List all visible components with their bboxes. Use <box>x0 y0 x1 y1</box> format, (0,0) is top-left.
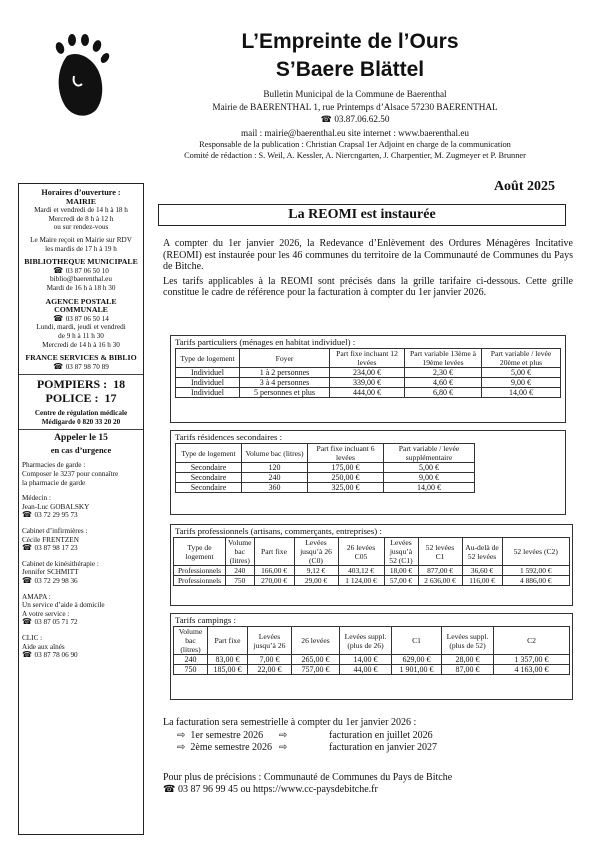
table-header: Volume bac (litres) <box>174 627 208 655</box>
table-header: Levées suppl. (plus de 52) <box>442 627 494 655</box>
more-info <box>163 772 573 796</box>
police-number: POLICE : 17 <box>45 391 117 406</box>
post-office-phone: ☎ 03 87 06 50 14 <box>53 313 109 323</box>
table-header: C2 <box>494 627 570 655</box>
table-header: Levées jusqu’à 52 (C1) <box>384 538 418 566</box>
opening-hours-title: Horaires d’ouverture : <box>41 188 121 197</box>
nurse-title: Cabinet d’infirmières : <box>22 527 88 536</box>
table-cell: 7,00 € <box>248 655 292 665</box>
table-cell: 29,00 € <box>294 576 338 586</box>
table-cell: 9,12 € <box>294 566 338 576</box>
table-cell: 360 <box>242 483 308 493</box>
table-cell: 1 592,00 € <box>502 566 570 576</box>
table-cell: 4 886,00 € <box>502 576 570 586</box>
table-cell: 4 163,00 € <box>494 665 570 675</box>
clic-phone: ☎ 03 87 78 06 90 <box>22 650 78 660</box>
table-row <box>176 463 475 473</box>
mairie-note-2: les mardis de 17 h à 19 h <box>45 244 117 253</box>
table-cell: 83,00 € <box>208 655 248 665</box>
table-header: Type de logement <box>176 444 242 463</box>
mairie-note-1: Le Maire reçoit en Mairie sur RDV <box>30 235 132 244</box>
clic-line: Aide aux aînés <box>22 642 65 651</box>
table-cell: 166,00 € <box>254 566 294 576</box>
nurse-name: Cécile FRENTZEN <box>22 535 79 544</box>
france-services-phone: ☎ 03 87 98 70 89 <box>53 361 109 371</box>
table-cell: Professionnels <box>174 566 226 576</box>
table-cell: 175,00 € <box>308 463 384 473</box>
table-header: Type de logement <box>176 349 240 368</box>
table-header: Type de logement <box>174 538 226 566</box>
table-cell: 403,12 € <box>338 566 384 576</box>
emergency-15-line2: en cas d’urgence <box>50 445 112 456</box>
table-cell: Individuel <box>176 388 240 398</box>
post-office-hours-3: Mercredi de 14 h à 16 h 30 <box>42 340 120 349</box>
article-body <box>163 238 573 302</box>
billing-period: ⇨ 1er semestre 2026 <box>177 729 264 741</box>
secondary-rates-caption: Tarifs résidences secondaires : <box>175 432 283 442</box>
table-header: Volume bac (litres) <box>242 444 308 463</box>
billing-schedule <box>163 717 573 755</box>
table-header: Part fixe incluant 6 levées <box>308 444 384 463</box>
amapa-line1: Un service d’aide à domicile <box>22 601 105 610</box>
bear-paw-icon <box>52 34 110 122</box>
table-cell: 444,00 € <box>330 388 405 398</box>
billing-row <box>163 742 573 755</box>
post-office-hours-1: Lundi, mardi, jeudi et vendredi <box>36 323 126 332</box>
phone-icon: ☎ <box>53 265 66 275</box>
table-cell: 14,00 € <box>340 655 392 665</box>
medical-center-title: Centre de régulation médicale <box>34 409 128 418</box>
article-paragraph-1: A compter du 1er janvier 2026, la Redevance d’Enlèvement des Ordures Ménagères Incitative (REOMI) est instaurée pour les 46 communes du territoire de la Communauté de Communes du Pays de Bitche. <box>163 238 573 273</box>
table-header: 26 levées <box>292 627 340 655</box>
table-header: Levées suppl. (plus de 26) <box>340 627 392 655</box>
table-header: Levées jusqu’à 26 (C0) <box>294 538 338 566</box>
table-cell: 5 personnes et plus <box>240 388 330 398</box>
table-cell: 234,00 € <box>330 368 405 378</box>
pharmacy-line3: la pharmacie de garde <box>22 478 86 487</box>
pharmacy-line2: Composer le 3237 pour connaître <box>22 470 119 479</box>
phone-icon: ☎ <box>22 650 35 660</box>
firefighters-number: POMPIERS : 18 <box>36 377 126 392</box>
table-cell: Secondaire <box>176 473 242 483</box>
table-cell: 28,00 € <box>442 655 494 665</box>
table-cell: 339,00 € <box>330 378 405 388</box>
table-row <box>174 655 570 665</box>
phone-icon: ☎ <box>320 114 335 124</box>
town-hall-phone: ☎ 03.87.06.62.50 <box>320 114 390 124</box>
billing-period: ⇨ 2ème semestre 2026 <box>177 742 273 753</box>
table-cell: 240 <box>226 566 255 576</box>
table-header-row <box>174 627 570 655</box>
table-row <box>176 368 561 378</box>
amapa-line2: A votre service : <box>22 609 70 618</box>
table-header: Volume bac (litres) <box>226 538 255 566</box>
table-cell: 9,00 € <box>482 378 561 388</box>
table-header: Part fixe <box>208 627 248 655</box>
physio-name: Jennifer SCHMITT <box>22 568 79 577</box>
table-cell: 185,00 € <box>208 665 248 675</box>
table-cell: 250,00 € <box>308 473 384 483</box>
table-header: Part variable / levée supplémentaire <box>384 444 475 463</box>
table-cell: 750 <box>226 576 255 586</box>
editorial-committee: Comité de rédaction : S. Weil, A. Kessler, A. Niercngarten, J. Charpentier, M. Zugmeyer et P. Brunner <box>184 151 526 160</box>
private-rates-table <box>175 348 561 398</box>
mairie-title: MAIRIE <box>66 196 96 206</box>
table-cell: 240 <box>174 655 208 665</box>
library-mail: biblio@baerenthal.eu <box>50 275 112 284</box>
table-cell: 629,00 € <box>392 655 442 665</box>
france-services-title: FRANCE SERVICES & BIBLIO <box>25 353 137 363</box>
billing-intro: La facturation sera semestrielle à compter du 1er janvier 2026 : <box>163 717 417 728</box>
table-cell: 5,00 € <box>482 368 561 378</box>
table-cell: 57,00 € <box>384 576 418 586</box>
table-cell: 1 357,00 € <box>494 655 570 665</box>
table-cell: 14,00 € <box>482 388 561 398</box>
arrow-right-icon: ⇨ <box>279 742 288 753</box>
bulletin-description: Bulletin Municipal de la Commune de Baerenthal <box>263 89 447 99</box>
table-header: Part variable 13ème à 19ème levées <box>405 349 482 368</box>
table-cell: 1 901,00 € <box>392 665 442 675</box>
table-header: 52 levées C1 <box>418 538 462 566</box>
table-header-row <box>176 349 561 368</box>
table-cell: 270,00 € <box>254 576 294 586</box>
camping-rates-box <box>170 613 573 700</box>
billing-row <box>163 730 573 743</box>
table-header: 52 levées (C2) <box>502 538 570 566</box>
library-title: BIBLIOTHEQUE MUNICIPALE <box>24 257 138 267</box>
table-cell: 325,00 € <box>308 483 384 493</box>
bulletin-subtitle-alsatian: S’Baere Blättel <box>275 58 425 81</box>
phone-icon: ☎ <box>22 617 35 627</box>
table-row <box>176 388 561 398</box>
table-row <box>176 378 561 388</box>
table-cell: Secondaire <box>176 483 242 493</box>
table-header: Part fixe <box>254 538 294 566</box>
secondary-rates-box <box>170 430 566 515</box>
table-cell: 240 <box>242 473 308 483</box>
table-row <box>176 473 475 483</box>
article-paragraph-2: Les tarifs applicables à la REOMI sont précisés dans la grille tarifaire ci-dessous. Cette grille constitue le cadre de référence pour la facturation à compter du 1er janvier 2026. <box>163 275 573 299</box>
table-header: 26 levées C05 <box>338 538 384 566</box>
table-header: Part variable / levée 20ème et plus <box>482 349 561 368</box>
article-title: La REOMI est instaurée <box>158 204 566 226</box>
phone-icon: ☎ <box>53 313 66 323</box>
table-cell: 877,00 € <box>418 566 462 576</box>
table-cell: 116,00 € <box>462 576 502 586</box>
more-info-line: Pour plus de précisions : Communauté de Communes du Pays de Bitche <box>163 772 453 783</box>
sidebar-practical-info <box>18 183 144 835</box>
amapa-phone: ☎ 03 87 05 71 72 <box>22 617 78 627</box>
table-cell: 87,00 € <box>442 665 494 675</box>
clic-title: CLIC : <box>22 633 43 642</box>
physio-phone: ☎ 03 72 29 98 36 <box>22 576 78 585</box>
doctor-title: Médecin : <box>22 494 51 503</box>
table-cell: 2,30 € <box>405 368 482 378</box>
table-header: C1 <box>392 627 442 655</box>
emergency-15-line1: Appeler le 15 <box>54 433 108 444</box>
billing-detail: facturation en juillet 2026 <box>329 729 433 741</box>
table-header: Au-delà de 52 levées <box>462 538 502 566</box>
issue-date: Août 2025 <box>493 179 555 194</box>
bulletin-title: L’Empreinte de l’Ours <box>241 30 459 53</box>
table-header-row <box>174 538 570 566</box>
table-row <box>174 576 570 586</box>
phone-icon: ☎ <box>22 543 35 553</box>
physio-title: Cabinet de kinésithérapie : <box>22 559 99 568</box>
table-cell: 36,60 € <box>462 566 502 576</box>
table-cell: 14,00 € <box>384 483 475 493</box>
table-cell: 22,00 € <box>248 665 292 675</box>
library-hours: Mardi de 16 h à 18 h 30 <box>46 283 116 292</box>
table-cell: Professionnels <box>174 576 226 586</box>
professional-rates-table <box>173 537 570 586</box>
table-cell: Secondaire <box>176 463 242 473</box>
contact-line: mail : mairie@baerenthal.eu site internet : www.baerenthal.eu <box>240 128 470 138</box>
phone-icon: ☎ <box>22 576 35 585</box>
professional-rates-caption: Tarifs professionnels (artisans, commerçants, entreprises) : <box>175 526 382 536</box>
phone-icon: ☎ <box>53 361 66 371</box>
table-header: Part fixe incluant 12 levées <box>330 349 405 368</box>
mairie-hours-2: Mercredi de 8 h à 12 h <box>48 214 114 223</box>
private-rates-caption: Tarifs particuliers (ménages en habitat individuel) : <box>175 337 356 347</box>
table-header: Foyer <box>240 349 330 368</box>
table-cell: 120 <box>242 463 308 473</box>
table-cell: 757,00 € <box>292 665 340 675</box>
camping-rates-table <box>173 626 570 675</box>
table-cell: Individuel <box>176 368 240 378</box>
medigarde-number: Médigarde 0 820 33 20 20 <box>41 417 121 426</box>
mairie-hours-3: ou sur rendez-vous <box>53 223 109 232</box>
publisher-line: Responsable de la publication : Christian Crapsal 1er Adjoint en charge de la communication <box>199 140 511 149</box>
secondary-rates-table <box>175 443 475 493</box>
table-cell: 44,00 € <box>340 665 392 675</box>
more-info-contact: ☎ 03 87 96 99 45 ou https://www.cc-paysdebitche.fr <box>163 784 378 795</box>
table-header-row <box>176 444 475 463</box>
table-row <box>176 483 475 493</box>
nurse-phone: ☎ 03 87 98 17 23 <box>22 543 78 553</box>
table-cell: 750 <box>174 665 208 675</box>
table-cell: 18,00 € <box>384 566 418 576</box>
arrow-right-icon: ⇨ <box>279 729 288 741</box>
mairie-hours-1: Mardi et vendredi de 14 h à 18 h <box>34 206 128 215</box>
camping-rates-caption: Tarifs campings : <box>175 615 236 625</box>
table-cell: 1 à 2 personnes <box>240 368 330 378</box>
table-cell: 6,80 € <box>405 388 482 398</box>
professional-rates-box <box>170 524 573 606</box>
billing-detail: facturation en janvier 2027 <box>329 742 438 753</box>
table-cell: 5,00 € <box>384 463 475 473</box>
table-cell: 9,00 € <box>384 473 475 483</box>
table-cell: 4,60 € <box>405 378 482 388</box>
town-hall-address: Mairie de BAERENTHAL 1, rue Printemps d’Alsace 57230 BAERENTHAL <box>212 102 498 112</box>
phone-icon: ☎ <box>22 510 35 520</box>
table-cell: Individuel <box>176 378 240 388</box>
post-office-hours-2: de 9 h à 11 h 30 <box>58 331 104 340</box>
table-cell: 3 à 4 personnes <box>240 378 330 388</box>
table-cell: 1 124,00 € <box>338 576 384 586</box>
doctor-name: Jean-Luc GOBALSKY <box>22 502 90 511</box>
library-phone: ☎ 03 87 06 50 10 <box>53 265 109 275</box>
table-row <box>174 566 570 576</box>
phone-icon: ☎ <box>163 784 178 795</box>
post-office-title: AGENCE POSTALE COMMUNALE <box>45 296 117 315</box>
pharmacy-line1: Pharmacies de garde : <box>22 461 86 470</box>
amapa-title: AMAPA : <box>22 592 51 601</box>
table-row <box>174 665 570 675</box>
table-header: Levées jusqu’à 26 <box>248 627 292 655</box>
doctor-phone: ☎ 03 72 29 95 73 <box>22 510 78 520</box>
private-rates-box <box>170 335 566 423</box>
table-cell: 265,00 € <box>292 655 340 665</box>
table-cell: 2 636,00 € <box>418 576 462 586</box>
